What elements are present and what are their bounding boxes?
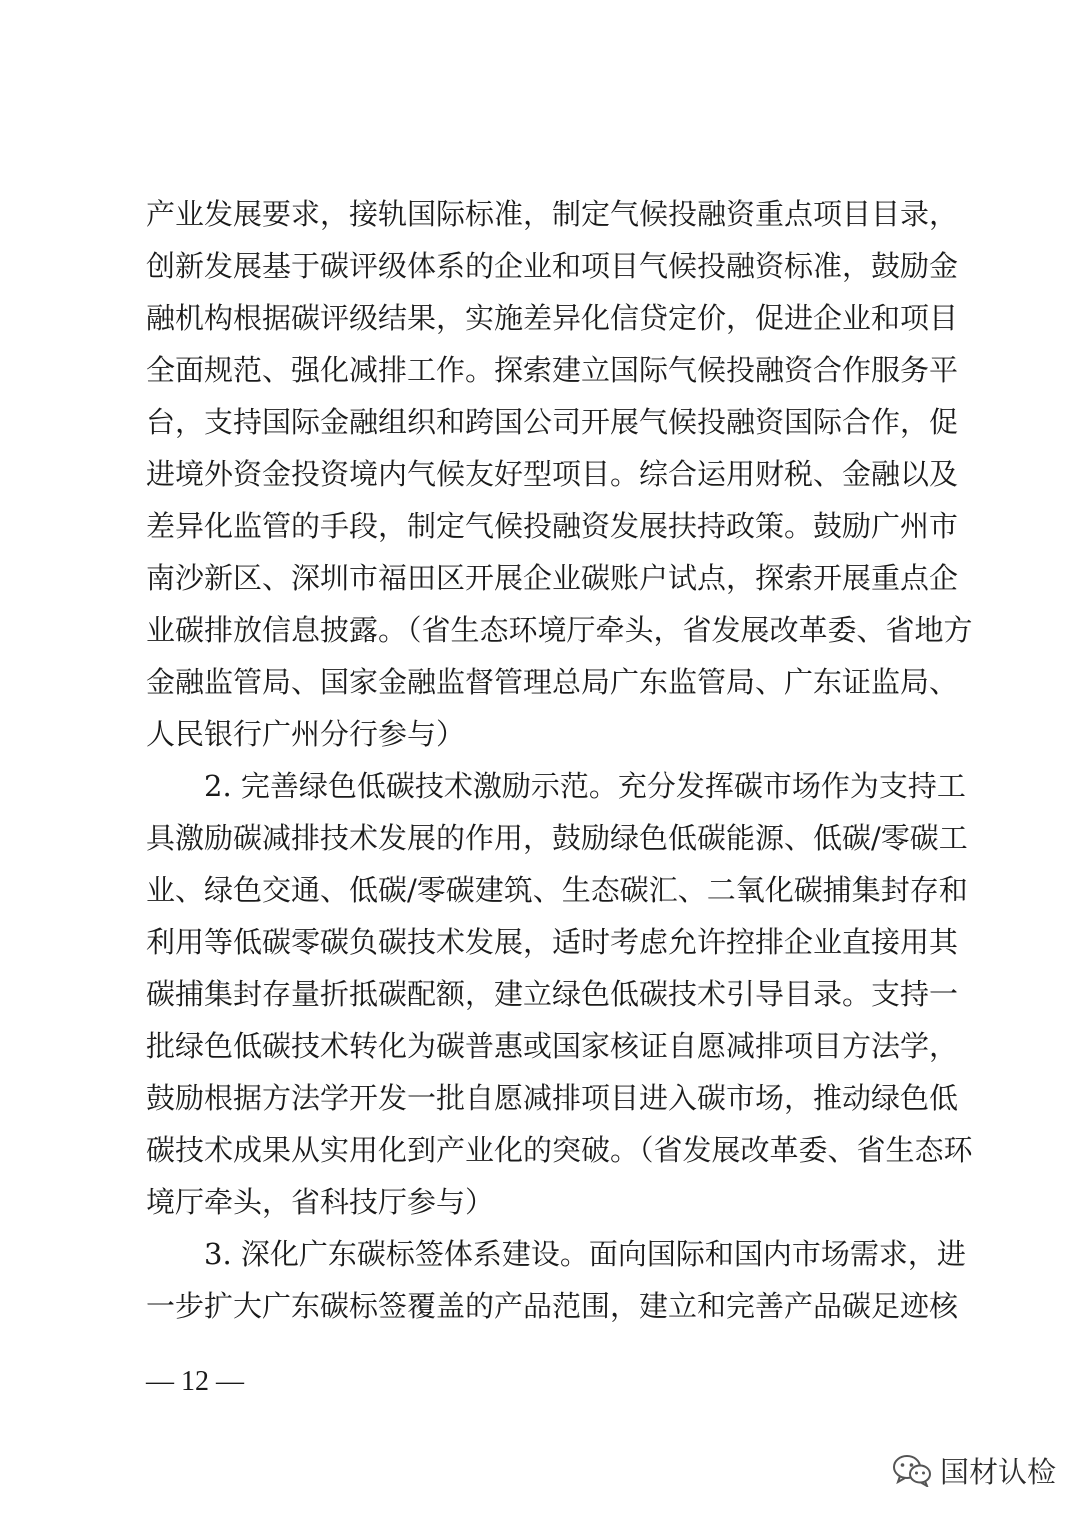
body-text-line: 碳技术成果从实用化到产业化的突破。（省发展改革委、省生态环 <box>146 1133 973 1167</box>
body-text-line: 境厅牵头，省科技厅参与） <box>146 1185 495 1219</box>
body-text-line: 进境外资金投资境内气候友好型项目。综合运用财税、金融以及 <box>146 457 959 491</box>
wechat-watermark <box>892 1440 1056 1500</box>
body-text-line: 具激励碳减排技术发展的作用，鼓励绿色低碳能源、低碳/零碳工 <box>146 821 968 855</box>
body-text-line: 台，支持国际金融组织和跨国公司开展气候投融资国际合作，促 <box>146 405 959 439</box>
section-heading-line: 2. 完善绿色低碳技术激励示范。充分发挥碳市场作为支持工 <box>204 769 966 803</box>
body-text-line: 鼓励根据方法学开发一批自愿减排项目进入碳市场，推动绿色低 <box>146 1081 959 1115</box>
body-text-line: 人民银行广州分行参与） <box>146 717 466 751</box>
section-heading-line: 3. 深化广东碳标签体系建设。面向国际和国内市场需求，进 <box>204 1237 966 1271</box>
body-text-line: 全面规范、强化减排工作。探索建立国际气候投融资合作服务平 <box>146 353 959 387</box>
body-text-line: 南沙新区、深圳市福田区开展企业碳账户试点，探索开展重点企 <box>146 561 959 595</box>
body-text-line: 产业发展要求，接轨国际标准，制定气候投融资重点项目目录， <box>146 197 959 231</box>
body-text-line: 一步扩大广东碳标签覆盖的产品范围，建立和完善产品碳足迹核 <box>146 1289 959 1323</box>
wechat-icon <box>892 1453 932 1487</box>
body-text-line: 业、绿色交通、低碳/零碳建筑、生态碳汇、二氧化碳捕集封存和 <box>146 873 968 907</box>
body-text-line: 碳捕集封存量折抵碳配额，建立绿色低碳技术引导目录。支持一 <box>146 977 959 1011</box>
body-text-line: 创新发展基于碳评级体系的企业和项目气候投融资标准，鼓励金 <box>146 249 959 283</box>
body-text-line: 差异化监管的手段，制定气候投融资发展扶持政策。鼓励广州市 <box>146 509 959 543</box>
watermark-text: 国材认检 <box>940 1454 1057 1489</box>
page-number: — 12 — <box>146 1366 244 1397</box>
body-text-line: 批绿色低碳技术转化为碳普惠或国家核证自愿减排项目方法学， <box>146 1029 959 1063</box>
body-text-line: 业碳排放信息披露。（省生态环境厅牵头，省发展改革委、省地方 <box>146 613 973 647</box>
body-text-line: 利用等低碳零碳负碳技术发展，适时考虑允许控排企业直接用其 <box>146 925 959 959</box>
body-text-line: 金融监管局、国家金融监督管理总局广东监管局、广东证监局、 <box>146 665 959 699</box>
body-text-line: 融机构根据碳评级结果，实施差异化信贷定价，促进企业和项目 <box>146 301 959 335</box>
